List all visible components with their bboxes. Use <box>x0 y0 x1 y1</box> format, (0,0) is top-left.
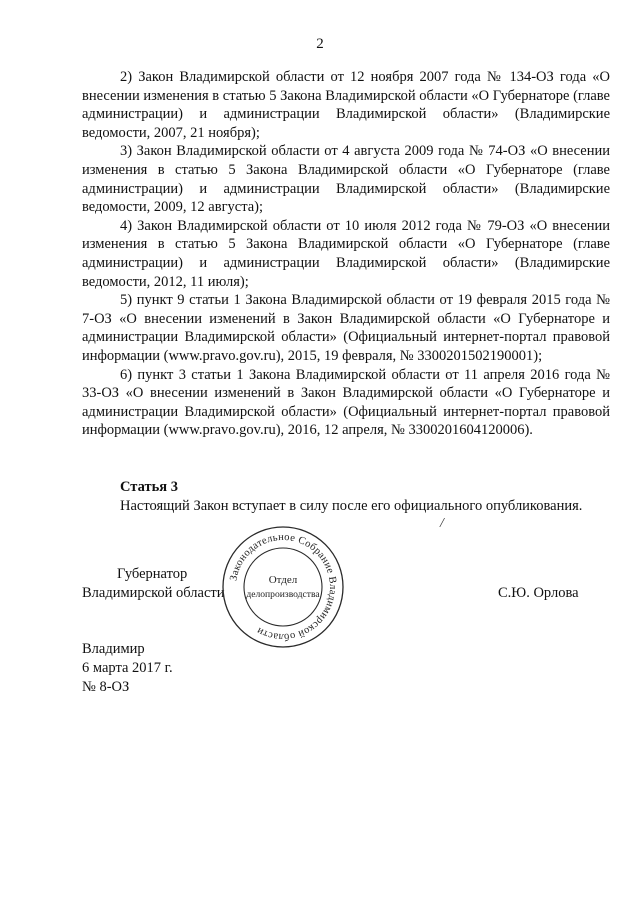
footer-date: 6 марта 2017 г. <box>82 660 173 676</box>
page-number: 2 <box>316 36 324 52</box>
list-item: 4) Закон Владимирской области от 10 июля 2012 года № 79-ОЗ «О внесении изменения в статью 5 Закона Владимирской области «О Губернаторе (главе администрации) и администрации Владимирской области» (Владимирские ведомости, 2012, 11 июля); <box>82 217 610 290</box>
footer-number: № 8-ОЗ <box>82 679 130 695</box>
list-item: 5) пункт 9 статьи 1 Закона Владимирской области от 19 февраля 2015 года № 7-ОЗ «О внесении изменений в Закон Владимирской области «О Губернаторе и администрации Владимирской области» (Официальный интернет-портал правовой информации (www.pravo.gov.ru), 2015, 19 февраля, № 3300201502190001); <box>82 292 610 364</box>
office-stamp <box>218 522 348 652</box>
stamp-center-line2: делопроизводства <box>246 589 320 600</box>
stamp-seal <box>218 522 348 652</box>
list-item: 6) пункт 3 статьи 1 Закона Владимирской области от 11 апреля 2016 года № 33-ОЗ «О внесении изменений в Закон Владимирской области «О Губернаторе и администрации Владимирской области» (Официальный интернет-портал правовой информации (www.pravo.gov.ru), 2016, 12 апреля, № 3300201604120006). <box>82 366 610 439</box>
list-item: 3) Закон Владимирской области от 4 августа 2009 года № 74-ОЗ «О внесении изменения в статью 5 Закона Владимирской области «О Губернаторе (главе администрации) и администрации Владимирской области» (Владимирские ведомости, 2009, 12 августа); <box>82 143 610 216</box>
stamp-ring-text: Законодательное Собрание Владимирской области <box>228 531 339 643</box>
signer-title-line1: Губернатор <box>117 566 188 582</box>
article-3 <box>120 478 620 516</box>
list-item: 2) Закон Владимирской области от 12 ноября 2007 года № 134-ОЗ года «О внесении изменения в статью 5 Закона Владимирской области «О Губернаторе (главе администрации) и администрации Владимирской области» (Владимирские ведомости, 2007, 21 ноября); <box>82 69 610 141</box>
signer-title-line2: Владимирской области <box>82 585 225 601</box>
stamp-center-line1: Отдел <box>268 574 298 586</box>
article-title: Статья 3 <box>120 479 178 495</box>
pen-mark: / <box>440 516 444 531</box>
footer-city: Владимир <box>82 641 145 657</box>
document-footer <box>82 640 173 697</box>
article-text: Настоящий Закон вступает в силу после его официального опубликования. <box>120 498 583 514</box>
signer-name: С.Ю. Орлова <box>498 585 579 601</box>
law-list <box>82 68 610 440</box>
